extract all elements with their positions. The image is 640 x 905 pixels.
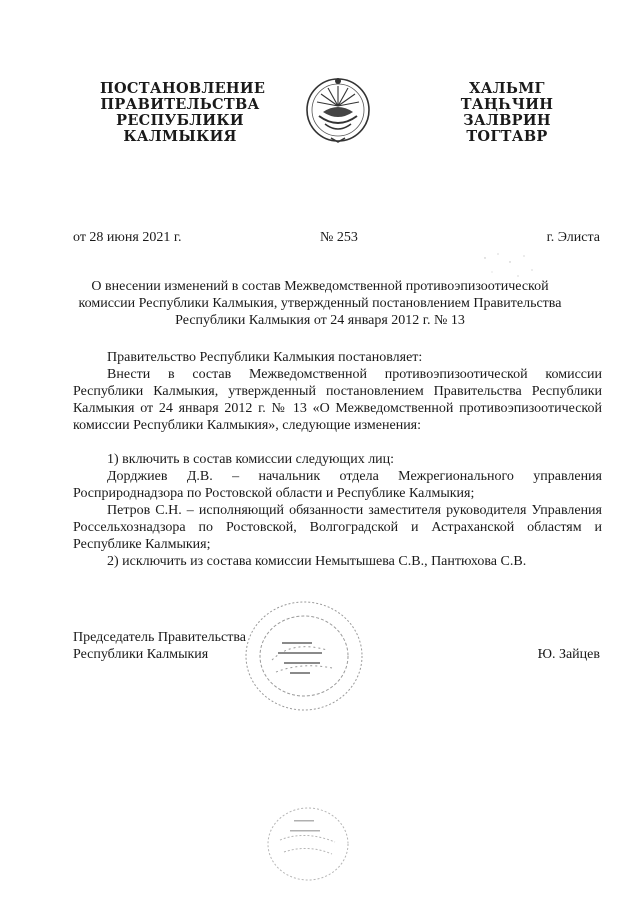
title-line: О внесении изменений в состав Межведомственной противоэпизоотической — [91, 279, 549, 294]
header-left-block — [100, 80, 266, 145]
document-city: г. Элиста — [546, 230, 600, 245]
header-right-line: ЗАЛВРИН — [463, 112, 551, 129]
header-right-line: ТАҢҺЧИН — [460, 96, 554, 113]
title-line: комиссии Республики Калмыкия, утвержденный постановлением Правительства — [78, 296, 562, 311]
header-right-line: ТОГТАВР — [466, 128, 548, 145]
header-right-line: ХАЛЬМГ — [469, 80, 545, 97]
signature-position-line1: Председатель Правительства — [73, 630, 246, 645]
official-seal-icon — [232, 590, 372, 720]
title-line: Республики Калмыкия от 24 января 2012 г. № 13 — [175, 313, 465, 328]
signature-position-line2: Республики Калмыкия — [73, 647, 209, 662]
faint-seal-impression — [260, 800, 355, 885]
body-paragraph-dordzhiev: Дорджиев Д.В. – начальник отдела Межрегионального управления Росприроднадзора по Ростовской области и Республике Калмыкия; — [73, 469, 602, 501]
body-paragraph-item1: 1) включить в состав комиссии следующих лиц: — [107, 452, 395, 467]
document-title — [60, 278, 580, 329]
header-left-line: ПОСТАНОВЛЕНИЕ — [100, 80, 266, 97]
body-paragraph-item2: 2) исключить из состава комиссии Немытышева С.В., Пантюхова С.В. — [107, 554, 527, 569]
body-paragraph-petrov: Петров С.Н. – исполняющий обязанности заместителя руководителя Управления Россельхознадзора по Ростовской, Волгоградской и Астраханской областям и Республике Калмыкия; — [73, 503, 602, 552]
header-left-line: РЕСПУБЛИКИ — [116, 112, 244, 129]
body-paragraph-intro: Правительство Республики Калмыкия постановляет: — [107, 350, 423, 365]
document-date: от 28 июня 2021 г. — [73, 230, 182, 245]
header-left-line: ПРАВИТЕЛЬСТВА — [100, 96, 260, 113]
header-left-line: КАЛМЫКИЯ — [123, 128, 237, 145]
kalmykia-coat-of-arms-icon — [303, 72, 373, 144]
signature-name: Ю. Зайцев — [537, 647, 600, 662]
body-paragraph-main: Внести в состав Межведомственной противоэпизоотической комиссии Республики Калмыкия, утвержденный постановлением Правительства Республики Калмыкия от 24 января 2012 г. № 13 «О Межведомственной противоэпизоотической комиссии Республики Калмыкия», следующие изменения: — [73, 367, 602, 433]
header-right-block — [452, 81, 562, 145]
scan-noise — [480, 250, 540, 280]
document-number: № 253 — [320, 230, 358, 245]
